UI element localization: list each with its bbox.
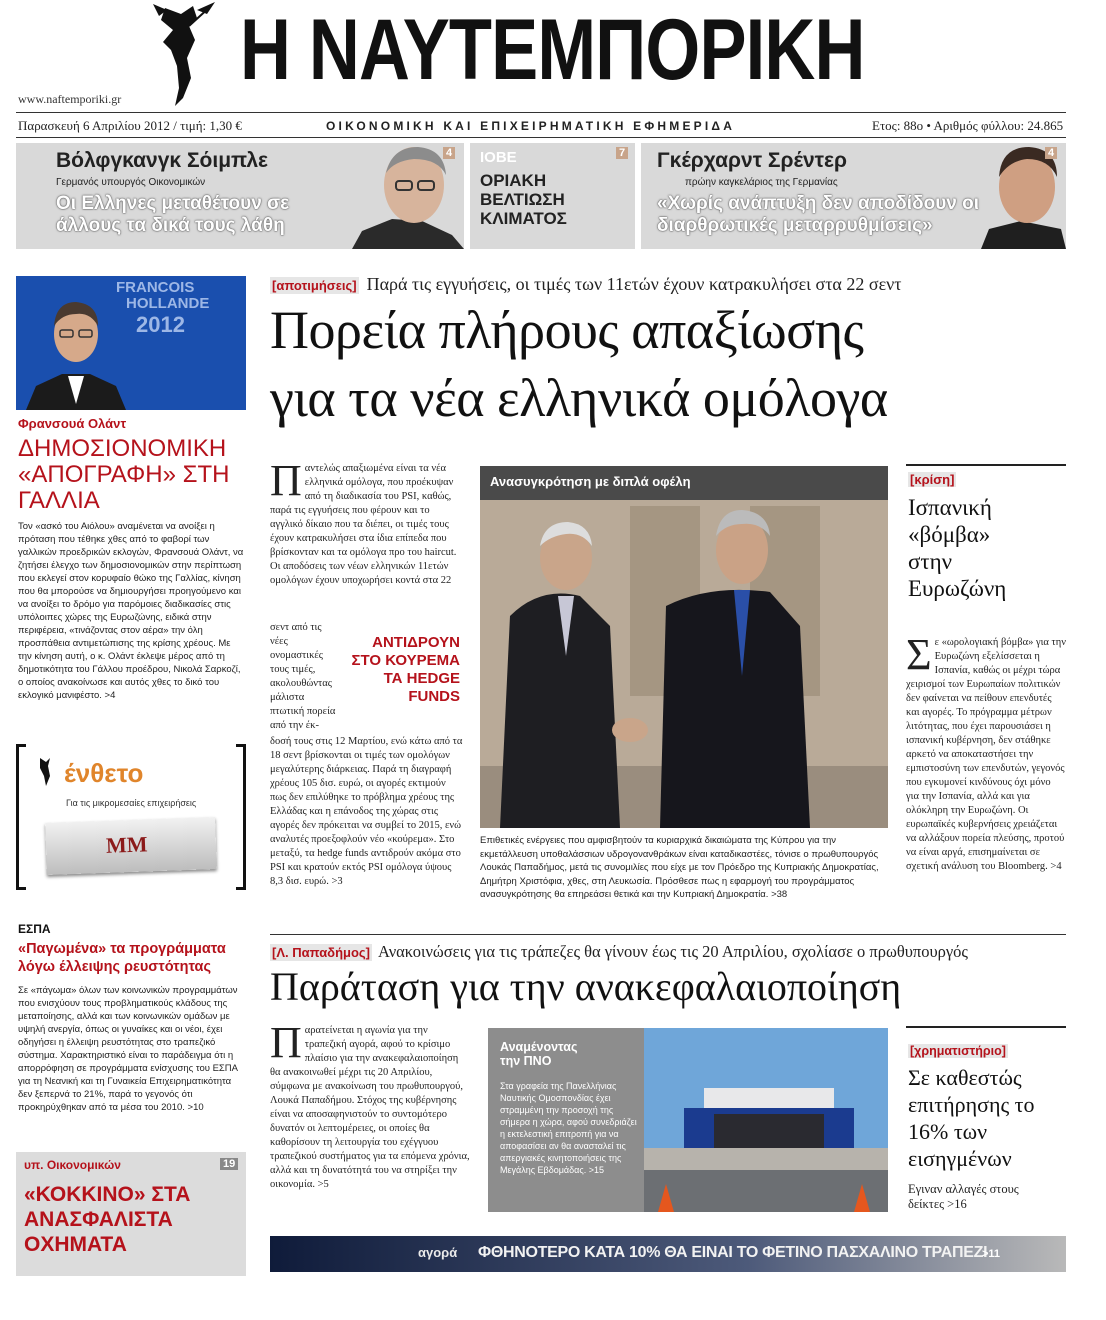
teaser-iobe[interactable] (470, 143, 635, 249)
entheto-magazine (45, 817, 217, 875)
spain-headline[interactable]: Ισπανική «βόμβα» στην Ευρωζώνη (908, 495, 1007, 601)
lead-headline-line2[interactable]: για τα νέα ελληνικά ομόλογα (270, 368, 888, 428)
issue-info: Ετος: 88ο • Αριθμός φύλλου: 24.865 (872, 118, 1064, 133)
lead-headline-line1[interactable]: Πορεία πλήρους απαξίωσης (270, 300, 864, 360)
teaser-schauble-quote: Οι Ελληνες μεταθέτουν σε άλλους τα δικά τους λάθη (56, 193, 290, 236)
hollande-photo (16, 276, 246, 410)
market-rule (906, 1026, 1066, 1028)
teaser-schroeder[interactable] (641, 143, 1066, 249)
lead-tag: [αποτιμήσεις] (272, 278, 357, 293)
teaser-schauble[interactable] (16, 143, 464, 249)
bottom-bar-page: >11 (982, 1248, 1001, 1260)
spain-body-wrap (906, 630, 1066, 874)
masthead-url: www.naftemporiki.gr (18, 92, 122, 106)
entheto-hermes-icon (34, 756, 56, 788)
teaser-schroeder-page: 4 (1045, 147, 1057, 159)
hollande-kicker: Φρανσουά Ολάντ (18, 416, 127, 431)
ferry-photo (644, 1028, 888, 1212)
oikonomikon-kicker: υπ. Οικονομικών (24, 1158, 121, 1172)
teaser-schauble-role: Γερμανός υπουργός Οικονομικών (56, 177, 206, 188)
masthead-divider-top (16, 112, 1066, 113)
lead-body-2: σεντ από τις νέες ονομαστικές τους τιμές, ακολουθώντας μάλιστα πτωτική πορεία από την έκ- (270, 622, 336, 731)
date-price: Παρασκευή 6 Απριλίου 2012 / τιμή: 1,30 € (18, 118, 242, 133)
spain-body: ε «ωρολογιακή βόμβα» για την Ευρωζώνη εξελίσσεται η Ισπανία, καθώς οι μέχρι τώρα χειρισμοί των Ευρωπαίων πολιτικών δεν φαίνεται να πείθουν επενδυτές και αγορές. Το πρόγραμμα μέτρων λιτότητας, που έχει παρουσιάσει η ισπανική κυβέρνηση, δεν στάθηκε αρκετό να αποκαταστήσει την εμπιστοσύνη των επενδυτών, γεγονός που εγκυμονεί κινδύνους όχι μόνο για την Ισπανία, αλλά και για ολόκληρη την Ευρωζώνη. Οι ευρωπαϊκές κυβερνήσεις χρειάζεται να αλλάξουν πορεία πλεύσης, προτού να είναι αργά, επισημαίνεται σε σχετική ανάλυση του Bloomberg. >4 (906, 637, 1066, 872)
entheto-title: ένθετο (64, 758, 144, 788)
cyprus-photo (480, 466, 888, 828)
cyprus-photo-block (480, 466, 888, 914)
bottom-bar-label: αγορά (418, 1245, 458, 1260)
market-sub: Εγιναν αλλαγές στους δείκτες >16 (908, 1182, 1019, 1211)
entheto-logo: MM (105, 831, 148, 858)
tagline: ΟΙΚΟΝΟΜΙΚΗ ΚΑΙ ΕΠΙΧΕΙΡΗΜΑΤΙΚΗ ΕΦΗΜΕΡΙΔΑ (326, 119, 736, 133)
lead-body-top (270, 456, 464, 588)
lead-kicker-row (270, 274, 1070, 298)
second-divider (270, 934, 1066, 935)
cyprus-caption-title: Ανασυγκρότηση με διπλά οφέλη (490, 474, 691, 489)
entheto-box[interactable] (16, 744, 246, 890)
masthead (0, 0, 1106, 112)
hollande-photo-banner-line2: HOLLANDE (126, 295, 210, 312)
masthead-title: Η ΝΑΥΤΕΜΠΟΡΙΚΗ (240, 2, 865, 98)
bottom-bar-text: ΦΘΗΝΟΤΕΡΟ ΚΑΤΑ 10% ΘΑ ΕΙΝΑΙ ΤΟ ΦΕΤΙΝΟ ΠΑΣΧΑΛΙΝΟ ΤΡΑΠΕΖΙ (478, 1244, 988, 1261)
pno-title: Αναμένοντας την ΠΝΟ (500, 1040, 578, 1068)
second-headline[interactable]: Παράταση για την ανακεφαλαιοποίηση (270, 964, 902, 1009)
bottom-bar[interactable] (270, 1236, 1066, 1272)
teaser-schauble-name: Βόλφγκανγκ Σόιμπλε (56, 149, 268, 172)
espa-kicker: ΕΣΠΑ (18, 922, 51, 936)
second-kicker: Ανακοινώσεις για τις τράπεζες θα γίνουν έως τις 20 Απριλίου, σχολίασε ο πρωθυπουργός (378, 942, 968, 961)
market-headline[interactable]: Σε καθεστώς επιτήρησης το 16% των εισηγμένων (908, 1065, 1035, 1171)
teaser-schroeder-role: πρώην καγκελάριος της Γερμανίας (685, 177, 838, 188)
entheto-subtitle: Για τις μικρομεσαίες επιχειρήσεις (66, 798, 197, 808)
hollande-headline[interactable]: ΔΗΜΟΣΙΟΝΟΜΙΚΗ «ΑΠΟΓΡΑΦΗ» ΣΤΗ ΓΑΛΛΙΑ (18, 435, 230, 514)
second-body-wrap (270, 1018, 470, 1192)
pno-box (488, 1028, 888, 1212)
pno-body: Στα γραφεία της Πανελλήνιας Ναυτικής Ομοσπονδίας έχει στραμμένη την προσοχή της σήμερα η χώρα, αφού συνεδριάζει η εκτελεστική επιτροπή για να αποφασίσει αν θα ανασταλεί τις απεργιακές κινητοποιήσεις της Μεγάλης Εβδομάδας. >15 (500, 1081, 637, 1175)
teaser-iobe-text: ΟΡΙΑΚΗ ΒΕΛΤΙΩΣΗ ΚΛΙΜΑΤΟΣ (480, 171, 567, 228)
cyprus-caption-body: Επιθετικές ενέργειες που αμφισβητούν τα κυριαρχικά δικαιώματα της Κύπρου για την εκμετάλλευση υποθαλάσσιων υδρογονανθράκων είναι καταδικαστέες, τόνισε ο πρωθυπουργός Λουκάς Παπαδήμος, μετά τις συνομιλίες που είχε με τον Πρόεδρο της Κυπριακής Δημοκρατίας, Δημήτρη Χριστόφια, χθες, στη Λευκωσία. Πρόσθεσε πως η εφαρμογή του προγράμματος ανασυγκρότησης θα επηρεάσει θετικά και την Κυπριακή Δημοκρατία. >38 (480, 835, 879, 900)
teaser-schroeder-name: Γκέρχαρντ Σρέντερ (657, 149, 847, 172)
lead-kicker: Παρά τις εγγυήσεις, οι τιμές των 11ετών έχουν κατρακυλήσει στα 22 σεντ (366, 274, 902, 294)
entheto-bracket-right (236, 744, 246, 890)
hollande-photo-banner-year: 2012 (136, 312, 185, 337)
spain-dropcap: Σ (906, 630, 932, 679)
second-tag: [Λ. Παπαδήμος] (272, 945, 370, 960)
masthead-divider-bottom (16, 137, 1066, 138)
lead-body-1: αντελώς απαξιωμένα είναι τα νέα ελληνικά ομόλογα, που προέκυψαν από τη διαδικασία του PSI, καθώς, παρά τις εγγυήσεις που φέρουν και το αγγλικό δίκαιο που τα διέπει, οι τιμές τους έχουν κατρακυλήσει στα ίδια επίπεδα που βρίσκονταν και τα ομόλογα προ του haircut. Οι αποδόσεις των νέων ελληνικών 11ετών ομολόγων έχουν υποχωρήσει κοντά στα 22 (270, 463, 457, 586)
spain-rule (906, 464, 1066, 466)
teaser-schroeder-quote: «Χωρίς ανάπτυξη δεν αποδίδουν οι διαρθρωτικές μεταρρυθμίσεις» (657, 193, 979, 236)
hollande-body: Τον «ασκό του Αιόλου» αναμένεται να ανοίξει η πρόταση που τέθηκε χθες από το φαβορί των γαλλικών προεδρικών εκλογών, Φρανσουά Ολάντ, να ζητήσει έλεγχο των δημοσιονομικών στην περίπτωση που εκλεγεί στον κορυφαίο θώκο της Γαλλίας, κίνηση που θα μπορούσε να δημιουργήσει προηγούμενο και να ανοίξει το δρόμο για παρόμοιες διαδικασίες στις υπόλοιπες χώρες της Ευρωζώνης, ειδικά στην περιφέρεια, «τινάζοντας στον αέρα» την όλη προσπάθεια αντιμετώπισης της κρίσης χρέους. Με την κίνηση αυτή, ο κ. Ολάντ έκλεψε μέρος από τη δημοτικότητα του Γάλλου προέδρου, Νικολά Σαρκοζί, ο οποίος ανακοίνωσε και αυτός χθες το δικό του εκλογικό μανιφέστο. >4 (18, 521, 244, 701)
lead-pullquote: ΑΝΤΙΔΡΟΥΝ ΣΤΟ ΚΟΥΡΕΜΑ ΤΑ HEDGE FUNDS (351, 634, 460, 705)
second-kicker-row (270, 942, 1070, 962)
oikonomikon-headline: «ΚΟΚΚΙΝΟ» ΣΤΑ ΑΝΑΣΦΑΛΙΣΤΑ ΟΧΗΜΑΤΑ (24, 1183, 191, 1256)
spain-tag: [κρίση] (910, 472, 955, 487)
second-dropcap: Π (270, 1018, 302, 1067)
lead-dropcap: Π (270, 456, 302, 505)
lead-body-3: δοσή τους στις 12 Μαρτίου, ενώ κάτω από τα 18 σεντ βρίσκονται οι τιμές των ομολόγων μεγαλύτερης διάρκειας. Παρά τη διαγραφή χρέους 105 δισ. ευρώ, οι αγορές εκτιμούν πως δεν επιλύθηκε το πρόβλημα χρέους της Ελλάδας και η επάνοδος της χώρας στις αγορές δεν πρόκειται να συμβεί το 2015, ενώ αναλυτές προεξοφλούν νέο «κούρεμα». Στο μεταξύ, τα hedge funds αντιδρούν ακόμα στο PSI και κρατούν εκτός PSI ομόλογα ύψους 8,3 δισ. ευρώ. >3 (270, 736, 463, 887)
oikonomikon-box[interactable] (16, 1152, 246, 1276)
teaser-iobe-label: ΙΟΒΕ (480, 149, 517, 166)
espa-body: Σε «πάγωμα» όλων των κοινωνικών προγραμμάτων που ενισχύουν τους προβληματικούς κλάδους της μεταποίησης, αλλά και των κοινωνικών ομάδων με υψηλή ανεργία, όπως οι γυναίκες και οι νέοι, έχει οδηγήσει η έλλειψη ρευστότητας στο τραπεζικό σύστημα. Χαρακτηριστικό είναι το παράδειγμα ότι η απορρόφηση σε προγράμματα ενίσχυσης του ΕΣΠΑ για τη Νεανική και τη Γυναικεία Επιχειρηματικότητα δεν ξεπερνά το 21%, παρά το γεγονός ότι προκηρύχθηκαν από τα μέσα του 2010. >10 (18, 985, 238, 1113)
oikonomikon-page: 19 (220, 1158, 238, 1170)
teaser-schauble-page: 4 (443, 147, 455, 159)
hollande-photo-banner-line1: FRANCOIS (116, 279, 195, 296)
espa-headline[interactable]: «Παγωμένα» τα προγράμματα λόγω έλλειψης ρευστότητας (18, 941, 226, 975)
second-body: αρατείνεται η αγωνία για την τραπεζική αγορά, αφού το κρίσιμο πλαίσιο για την ανακεφαλαιοποίηση θα ανακοινωθεί μέχρι τις 20 Απριλίου, σύμφωνα με ανακοίνωση του πρωθυπουργού, Λουκά Παπαδήμου. Στόχος της κυβέρνησης είναι να αποσαφηνιστούν το συντομότερο δυνατόν οι λεπτομέρειες, οι οποίες θα καθορίσουν τη λειτουργία του εχέγγυου τραπεζικού συστήματος για τα επόμενα χρόνια, αλλά και τη δυνατότητά του να στηρίξει την οικονομία. >5 (270, 1025, 470, 1190)
entheto-bracket-left (16, 744, 26, 890)
teaser-iobe-page: 7 (616, 147, 628, 159)
hermes-logo-icon (145, 0, 227, 108)
market-tag: [χρηματιστήριο] (910, 1044, 1006, 1058)
